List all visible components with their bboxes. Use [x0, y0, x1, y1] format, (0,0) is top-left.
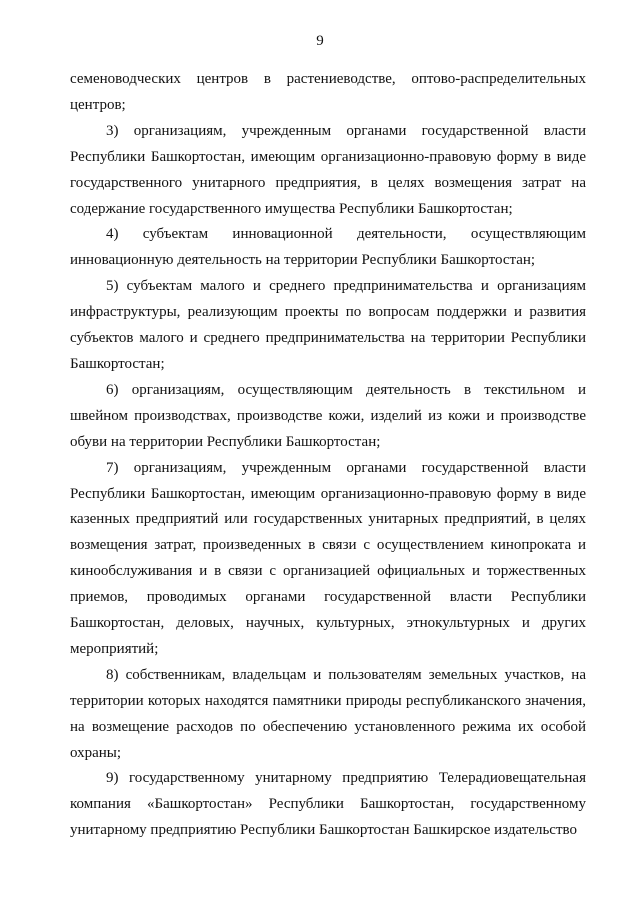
- paragraph-item-7: 7) организациям, учрежденным органами государственной власти Республики Башкортостан, имеющим организационно-правовую форму в виде казенных предприятий или государственных унитарных предприятий, в целях возмещения затрат, произведенных в связи с осуществлением кинопроката и кинообслуживания и в связи с организацией официальных и торжественных приемов, проводимых органами государственной власти Республики Башкортостан, деловых, научных, культурных, этнокультурных и других мероприятий;: [70, 459, 586, 657]
- body-text: [70, 67, 586, 844]
- paragraph-item-5: 5) субъектам малого и среднего предпринимательства и организациям инфраструктуры, реализующим проекты по вопросам поддержки и развития субъектов малого и среднего предпринимательства на территории Республики Башкортостан;: [70, 278, 586, 372]
- paragraph-item-8: 8) собственникам, владельцам и пользователям земельных участков, на территории которых находятся памятники природы республиканского значения, на возмещение расходов по обеспечению установленного режима их особой охраны;: [70, 666, 586, 761]
- paragraph-item-3: 3) организациям, учрежденным органами государственной власти Республики Башкортостан, имеющим организационно-правовую форму в виде государственного унитарного предприятия, в целях возмещения затрат на содержание государственного имущества Республики Башкортостан;: [70, 122, 586, 217]
- paragraph-item-4: 4) субъектам инновационной деятельности, осуществляющим инновационную деятельность на территории Республики Башкортостан;: [70, 226, 586, 269]
- paragraph-item-9: 9) государственному унитарному предприятию Телерадиовещательная компания «Башкортостан» Республики Башкортостан, государственному унитарному предприятию Республики Башкортостан Башкирское издательство: [70, 770, 586, 839]
- paragraph-item-6: 6) организациям, осуществляющим деятельность в текстильном и швейном производствах, производстве кожи, изделий из кожи и производстве обуви на территории Республики Башкортостан;: [70, 381, 586, 450]
- page-number: 9: [316, 33, 324, 49]
- paragraph-continuation: семеноводческих центров в растениеводстве, оптово-распределительных центров;: [70, 71, 586, 113]
